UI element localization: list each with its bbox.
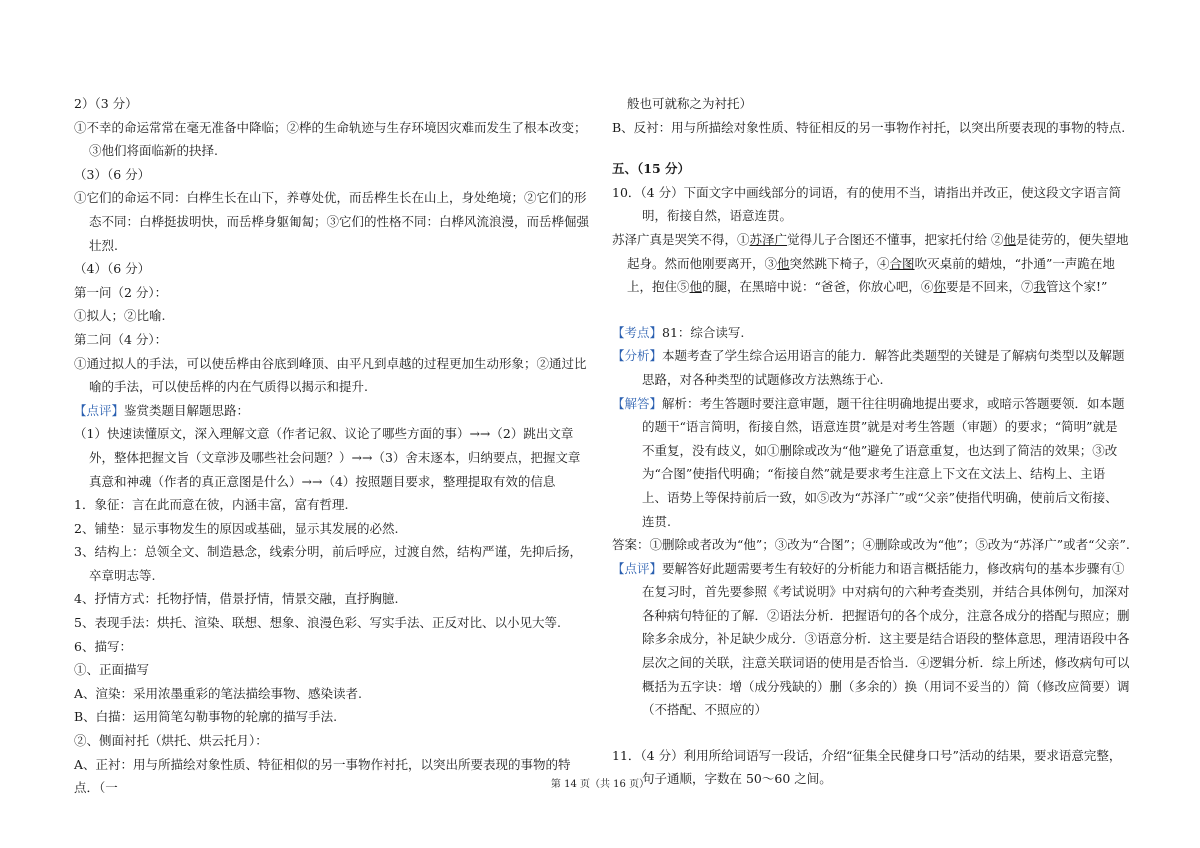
right_top-line: B、反衬：用与所描绘对象性质、特征相反的另一事物作衬托，以突出所要表现的事物的特点. [612, 119, 1126, 135]
left-column [74, 92, 592, 800]
passage: 苏泽广真是哭笑不得，①苏泽广觉得儿子合图还不懂事，把家托付给 ②他是徒劳的，便失望地起身。然而他刚要离开，③他突然跳下椅子，④合图吹灭桌前的蜡烛，“扑通”一声跪在地上，抱住⑤他的腿，在黑暗中说：“爸爸，你放心吧，⑥你要是不回来，⑦我管这个家!” [612, 231, 1129, 295]
left-line: （3）（6 分） [74, 166, 151, 182]
left-line: 6、描写： [74, 638, 132, 654]
left-line: B、白描：运用简笔勾勒事物的轮廓的描写手法. [74, 709, 338, 725]
right-column [612, 92, 1130, 791]
underlined-word: 我 [1033, 279, 1046, 295]
left-line: 【点评】鉴赏类题目解题思路： [74, 402, 250, 418]
left-line: ①它们的命运不同：白桦生长在山下，养尊处优，而岳桦生长在山上，身处绝境；②它们的形态不同：白桦挺拔明快，而岳桦身躯匍匐；③它们的性格不同：白桦风流浪漫，而岳桦倔强壮烈. [74, 190, 590, 253]
underlined-word: 他 [689, 279, 703, 295]
left-line: ①不幸的命运常常在毫无准备中降临；②桦的生命轨迹与生存环境因灾难而发生了根本改变；③他们将面临新的抉择. [74, 119, 587, 159]
answer: 答案：①删除或者改为“他”；③改为“合图”；④删除或改为“他”；⑤改为“苏泽广”或者“父亲”. [612, 537, 1130, 553]
dianping-tag: 【点评】 [74, 402, 125, 418]
question-10: 10．（4 分）下面文字中画线部分的词语，有的使用不当，请指出并改正，使这段文字语言简明，衔接自然，语意连贯。 [612, 184, 1122, 224]
underlined-word: 他 [777, 255, 790, 271]
left-line: 第一问（2 分）： [74, 284, 168, 300]
left-line: ①、正面描写 [74, 662, 150, 678]
left-line: （1）快速读懂原文，深入理解文意（作者记叙、议论了哪些方面的事）→→（2）跳出文章外，整体把握文旨（文章涉及哪些社会问题？）→→（3）舍末逐本，归纳要点，把握文章真意和神魂（作者的真正意图是什么）→→（4）按照题目要求，整理提取有效的信息 [74, 426, 581, 489]
left-line: 2）（3 分） [74, 96, 138, 111]
question-11: 11．（4 分）利用所给词语写一段话，介绍“征集全民健身口号”活动的结果，要求语意完整，句子通顺，字数在 50～60 之间。 [612, 747, 1122, 787]
left-line: A、正衬：用与所描绘对象性质、特征相似的另一事物作衬托，以突出所要表现的事物的特点．（一 [74, 756, 571, 796]
left-line: 3、结构上：总领全文、制造悬念，线索分明，前后呼应，过渡自然，结构严谨，先抑后扬，卒章明志等. [74, 544, 582, 583]
underlined-word: 苏泽广 [749, 231, 788, 247]
left-line: 1．象征：言在此而意在彼，内涵丰富，富有哲理. [74, 497, 349, 513]
left-line: ②、侧面衬托（烘托、烘云托月）： [74, 733, 268, 749]
left-line: 第二问（4 分）： [74, 331, 168, 347]
kaodian-tag: 【考点】 [612, 324, 663, 340]
section-title: 五、（15 分） [612, 161, 690, 177]
underlined-word: 合图 [889, 255, 915, 271]
left-line: ①通过拟人的手法，可以使岳桦由谷底到峰顶、由平凡到卓越的过程更加生动形象；②通过比喻的手法，可以使岳桦的内在气质得以揭示和提升. [74, 355, 587, 395]
jieda-tag: 【解答】 [612, 395, 663, 411]
left-line: （4）（6 分） [74, 261, 151, 277]
fenxi-tag: 【分析】 [612, 348, 663, 364]
jieda: 【解答】解析：考生答题时要注意审题，题干往往明确地提出要求，或暗示答题要领．如本题的题干“语言简明，衔接自然，语意连贯”就是对考生答题（审题）的要求；“简明”就是不重复，没有歧义，如①删除或改为“他”避免了语意重复，也达到了简洁的效果；③改为“合图”使指代明确；“衔接自然”就是要求考生注意上下文在文法上、结构上、主语上、语势上等保持前后一致，如⑤改为“苏泽广”或“父亲”使指代明确，使前后文衔接、连贯. [612, 395, 1125, 529]
dianping-tag: 【点评】 [612, 560, 663, 576]
left-line: 5、表现手法：烘托、渲染、联想、想象、浪漫色彩、写实手法、正反对比、以小见大等. [74, 615, 561, 631]
right-top-block [612, 92, 1130, 139]
left-line: 4、抒情方式：托物抒情，借景抒情，情景交融，直抒胸臆. [74, 591, 399, 607]
right_top-line: 般也可就称之为衬托） [627, 96, 753, 111]
underlined-word: 你 [933, 279, 946, 295]
dianping-2: 【点评】要解答好此题需要考生有较好的分析能力和语言概括能力，修改病句的基本步骤有①在复习时，首先要参照《考试说明》中对病句的六种考查类别，并结合具体例句，加深对各种病句特征的了解．②语法分析．把握语句的各个成分，注意各成分的搭配与照应；删除多余成分，补足缺少成分．③语意分析．这主要是结合语段的整体意思，理清语段中各层次之间的关联，注意关联词语的使用是否恰当．④逻辑分析．综上所述，修改病句可以概括为五字诀：增（成分残缺的）删（多余的）换（用词不妥当的）简（修改应简要）调（不搭配、不照应的） [612, 560, 1130, 718]
fenxi: 【分析】本题考查了学生综合运用语言的能力．解答此类题型的关键是了解病句类型以及解题思路，对各种类型的试题修改方法熟练于心. [612, 348, 1125, 387]
page-footer: 第 14 页（共 16 页） [550, 779, 650, 790]
underlined-word: 他 [1003, 231, 1017, 247]
kaodian: 【考点】81：综合读写. [612, 324, 745, 340]
left-line: A、渲染：采用浓墨重彩的笔法描绘事物、感染读者. [74, 685, 363, 701]
left-line: ①拟人；②比喻. [74, 308, 166, 324]
left-line: 2、铺垫：显示事物发生的原因或基础，显示其发展的必然. [74, 520, 399, 536]
